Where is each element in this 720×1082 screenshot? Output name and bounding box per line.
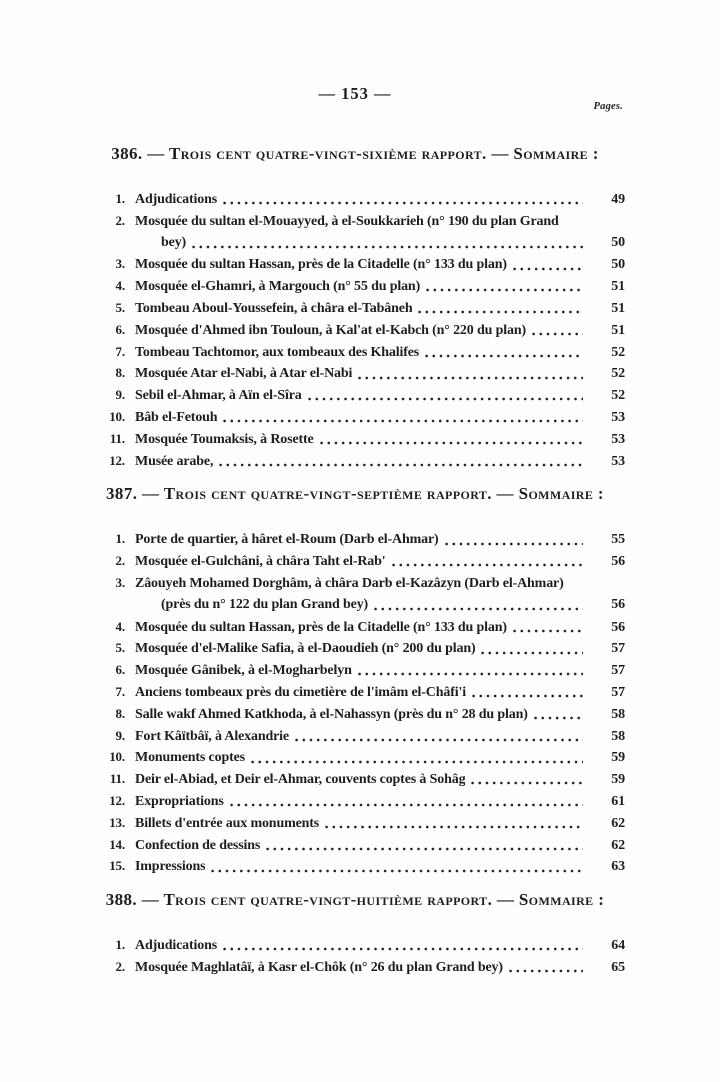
dot-leader: [416, 297, 583, 319]
toc-list: [85, 934, 625, 978]
dot-leader: [532, 703, 583, 725]
toc-item-row: [85, 550, 625, 572]
toc-content: [85, 141, 625, 978]
item-number: 12.: [109, 792, 125, 808]
item-page-number: 62: [611, 837, 625, 853]
section-heading: 388. — Trois cent quatre-vingt-huitième rapport. — Sommaire :: [105, 890, 605, 910]
item-number: 8.: [115, 705, 125, 721]
item-text: Mosquée du sultan el-Mouayyed, à el-Soukkarieh (n° 190 du plan Grand: [135, 213, 559, 229]
section-heading: 387. — Trois cent quatre-vingt-septième rapport. — Sommaire :: [106, 484, 604, 504]
dot-leader: [479, 637, 583, 659]
toc-list: [85, 188, 625, 471]
section-388: [85, 887, 625, 978]
item-text: Mosquée Toumaksis, à Rosette: [135, 431, 314, 447]
item-page-number: 49: [611, 192, 625, 207]
toc-item-row: [85, 637, 625, 659]
dot-leader: [423, 341, 583, 363]
toc-item-row: [85, 319, 625, 341]
toc-list: [85, 528, 625, 877]
item-page-number: 57: [611, 663, 625, 679]
item-page-number: 56: [611, 619, 625, 635]
toc-item-row: [85, 659, 625, 681]
item-number: 14.: [109, 836, 125, 852]
item-text: Impressions: [135, 859, 206, 875]
item-text: Mosquée Atar el-Nabi, à Atar el-Nabi: [135, 366, 353, 382]
dot-leader: [221, 188, 583, 210]
item-page-number: 55: [611, 532, 625, 548]
item-number: 2.: [115, 958, 125, 974]
item-page-number: 63: [611, 859, 625, 875]
item-page-number: 51: [611, 300, 625, 316]
dot-leader: [511, 616, 583, 638]
item-page-number: 61: [611, 793, 625, 809]
item-text: Mosquée Maghlatâï, à Kasr el-Chôk (n° 26 du plan Grand bey): [135, 959, 503, 975]
item-number: 6.: [115, 662, 125, 678]
item-number: 10.: [109, 408, 125, 424]
item-continuation-row: [85, 232, 625, 254]
dot-leader: [511, 253, 583, 275]
toc-item-row: [85, 934, 625, 956]
item-page-number: 59: [611, 772, 625, 788]
item-number: 15.: [109, 858, 125, 874]
dot-leader: [306, 384, 583, 406]
item-text: Mosquée du sultan Hassan, près de la Citadelle (n° 133 du plan): [135, 619, 507, 635]
item-page-number: 57: [611, 641, 625, 657]
item-number: 11.: [109, 771, 125, 787]
section-387: [85, 481, 625, 877]
item-page-number: 52: [611, 344, 625, 360]
dot-leader: [469, 768, 583, 790]
item-number: 3.: [115, 574, 125, 590]
item-number: 13.: [109, 814, 125, 830]
dot-leader: [356, 362, 583, 384]
item-number: 11.: [109, 430, 125, 446]
item-page-number: 53: [611, 409, 625, 425]
item-number: 5.: [115, 640, 125, 656]
toc-item-row: [85, 275, 625, 297]
toc-item-row: [85, 956, 625, 978]
toc-item-row: [85, 746, 625, 768]
toc-item-row: [85, 790, 625, 812]
toc-item-row: [85, 210, 625, 232]
item-text: Fort Kâïtbâï, à Alexandrie: [135, 728, 289, 744]
toc-item-row: [85, 362, 625, 384]
item-text: Sebil el-Ahmar, à Aïn el-Sîra: [135, 388, 302, 404]
item-number: 1.: [115, 191, 125, 206]
item-text: Mosquée Gânibek, à el-Mogharbelyn: [135, 663, 352, 679]
item-text: Bâb el-Fetouh: [135, 409, 218, 425]
dot-leader: [372, 594, 583, 616]
item-number: 2.: [115, 212, 125, 228]
item-text: Mosquée du sultan Hassan, près de la Citadelle (n° 133 du plan): [135, 257, 507, 273]
item-number: 8.: [115, 365, 125, 381]
item-page-number: 51: [611, 279, 625, 295]
toc-item-row: [85, 768, 625, 790]
toc-item-row: [85, 384, 625, 406]
item-text: Expropriations: [135, 793, 224, 809]
item-page-number: 64: [611, 938, 625, 954]
item-text: Adjudications: [135, 192, 218, 207]
item-number: 3.: [115, 256, 125, 272]
item-number: 4.: [115, 278, 125, 294]
toc-item-row: [85, 253, 625, 275]
item-page-number: 65: [611, 959, 625, 975]
dot-leader: [470, 681, 583, 703]
item-page-number: 57: [611, 684, 625, 700]
toc-item-row: [85, 812, 625, 834]
item-text: Tombeau Tachtomor, aux tombeaux des Khalifes: [135, 344, 420, 360]
dot-leader: [190, 232, 583, 254]
toc-item-row: [85, 188, 625, 210]
dot-leader: [318, 428, 583, 450]
item-text: Mosquée d'Ahmed ibn Touloun, à Kal'at el-Kabch (n° 220 du plan): [135, 322, 526, 338]
toc-item-row: [85, 406, 625, 428]
item-page-number: 50: [611, 257, 625, 273]
item-page-number: 56: [611, 554, 625, 570]
toc-item-row: [85, 834, 625, 856]
dot-leader: [221, 934, 583, 956]
item-text: Anciens tombeaux près du cimetière de l'imâm el-Châfi'i: [135, 684, 466, 700]
item-number: 1.: [115, 531, 125, 547]
item-number: 9.: [115, 387, 125, 403]
item-text: Adjudications: [135, 938, 218, 954]
item-text: Mosquée d'el-Malike Safia, à el-Daoudieh (n° 200 du plan): [135, 641, 476, 657]
item-number: 2.: [115, 553, 125, 569]
toc-item-row: [85, 572, 625, 594]
item-text: Mosquée el-Gulchâni, à châra Taht el-Rab': [135, 554, 386, 570]
item-page-number: 52: [611, 366, 625, 382]
section-386: [85, 141, 625, 471]
item-page-number: 51: [611, 322, 625, 338]
item-number: 6.: [115, 321, 125, 337]
item-number: 1.: [115, 937, 125, 953]
item-page-number: 62: [611, 815, 625, 831]
dot-leader: [424, 275, 583, 297]
dot-leader: [228, 790, 583, 812]
toc-item-row: [85, 528, 625, 550]
item-text-continuation: bey): [161, 234, 187, 250]
dot-leader: [507, 956, 583, 978]
dot-leader: [293, 725, 583, 747]
item-page-number: 58: [611, 706, 625, 722]
item-text-continuation: (près du n° 122 du plan Grand bey): [161, 596, 369, 612]
dot-leader: [530, 319, 583, 341]
item-number: 10.: [109, 749, 125, 765]
dot-leader: [217, 450, 583, 472]
item-number: 5.: [115, 299, 125, 315]
item-number: 7.: [115, 343, 125, 359]
dot-leader: [356, 659, 583, 681]
item-text: Salle wakf Ahmed Katkhoda, à el-Nahassyn (près du n° 28 du plan): [135, 706, 528, 722]
item-page-number: 53: [611, 431, 625, 447]
item-continuation-row: [85, 594, 625, 616]
toc-item-row: [85, 616, 625, 638]
dot-leader: [249, 746, 583, 768]
item-text: Zâouyeh Mohamed Dorghâm, à châra Darb el-Kazâzyn (Darb el-Ahmar): [135, 575, 564, 591]
section-heading: 386. — Trois cent quatre-vingt-sixième rapport. — Sommaire :: [111, 144, 599, 163]
pages-column-label: Pages.: [593, 101, 623, 112]
dot-leader: [443, 528, 583, 550]
dot-leader: [209, 855, 583, 877]
toc-item-row: [85, 703, 625, 725]
item-page-number: 56: [611, 596, 625, 612]
item-text: Billets d'entrée aux monuments: [135, 815, 320, 831]
item-page-number: 53: [611, 453, 625, 469]
item-text: Mosquée el-Ghamri, à Margouch (n° 55 du plan): [135, 279, 421, 295]
item-text: Musée arabe,: [135, 453, 214, 469]
item-text: Deir el-Abiad, et Deir el-Ahmar, couvents coptes à Sohâg: [135, 772, 466, 788]
toc-item-row: [85, 855, 625, 877]
item-page-number: 58: [611, 728, 625, 744]
toc-item-row: [85, 341, 625, 363]
item-text: Porte de quartier, à hâret el-Roum (Darb el-Ahmar): [135, 532, 439, 548]
item-number: 9.: [115, 727, 125, 743]
item-text: Monuments coptes: [135, 750, 245, 766]
dot-leader: [221, 406, 583, 428]
page-number-header: — 153 —: [318, 84, 392, 103]
item-page-number: 50: [611, 234, 625, 250]
dot-leader: [323, 812, 583, 834]
toc-item-row: [85, 297, 625, 319]
toc-item-row: [85, 681, 625, 703]
dot-leader: [264, 834, 583, 856]
toc-item-row: [85, 725, 625, 747]
item-text: Tombeau Aboul-Youssefein, à châra el-Tabâneh: [135, 300, 413, 316]
dot-leader: [390, 550, 583, 572]
item-text: Confection de dessins: [135, 837, 261, 853]
item-number: 12.: [109, 452, 125, 468]
toc-item-row: [85, 428, 625, 450]
item-page-number: 59: [611, 750, 625, 766]
toc-item-row: [85, 450, 625, 472]
item-number: 7.: [115, 683, 125, 699]
item-number: 4.: [115, 618, 125, 634]
item-page-number: 52: [611, 388, 625, 404]
